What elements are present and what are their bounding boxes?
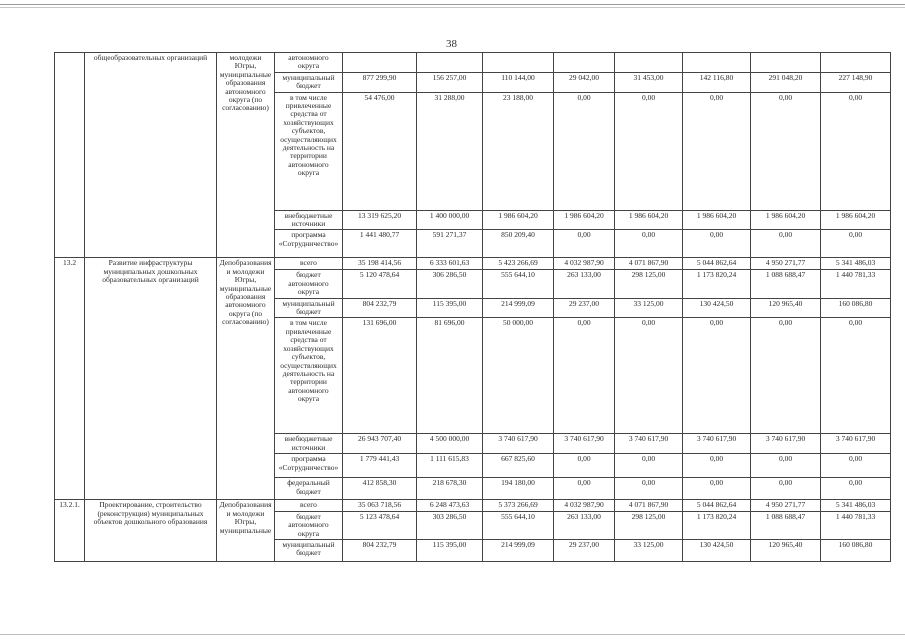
amount-cell: 130 424,50 <box>683 298 751 318</box>
amount-cell: 0,00 <box>683 230 751 258</box>
amount-cell: 0,00 <box>751 454 821 478</box>
amount-cell: 303 286,50 <box>417 511 483 539</box>
amount-cell: 4 032 987,90 <box>554 258 615 270</box>
funding-source: внебюджетные источники <box>275 434 343 454</box>
funding-source: бюджет автономного округа <box>275 511 343 539</box>
amount-cell: 0,00 <box>751 478 821 500</box>
amount-cell: 3 740 617,90 <box>554 434 615 454</box>
amount-cell: 0,00 <box>821 454 891 478</box>
amount-cell: 3 740 617,90 <box>615 434 683 454</box>
scan-top-edge <box>0 4 905 5</box>
amount-cell: 1 088 688,47 <box>751 511 821 539</box>
amount-cell: 0,00 <box>683 454 751 478</box>
amount-cell: 1 400 000,00 <box>417 210 483 230</box>
item-executor: Депобразования и молодежи Югры, муниципальные образования автономного округа (по согласованию) <box>217 258 275 500</box>
amount-cell: 1 173 820,24 <box>683 270 751 298</box>
amount-cell: 1 111 615,83 <box>417 454 483 478</box>
amount-cell: 0,00 <box>554 230 615 258</box>
amount-cell: 115 395,00 <box>417 539 483 561</box>
amount-cell: 50 000,00 <box>483 318 554 434</box>
amount-cell: 4 950 271,77 <box>751 258 821 270</box>
amount-cell: 877 299,90 <box>343 72 417 92</box>
amount-cell: 0,00 <box>615 454 683 478</box>
amount-cell: 3 740 617,90 <box>821 434 891 454</box>
amount-cell: 4 071 867,90 <box>615 258 683 270</box>
amount-cell: 120 965,40 <box>751 298 821 318</box>
amount-cell: 5 120 478,64 <box>343 270 417 298</box>
amount-cell: 0,00 <box>751 230 821 258</box>
amount-cell: 4 950 271,77 <box>751 500 821 511</box>
amount-cell: 5 123 478,64 <box>343 511 417 539</box>
amount-cell: 667 825,60 <box>483 454 554 478</box>
amount-cell: 23 188,00 <box>483 92 554 210</box>
amount-cell: 1 441 480,77 <box>343 230 417 258</box>
amount-cell: 81 696,00 <box>417 318 483 434</box>
amount-cell: 0,00 <box>683 478 751 500</box>
amount-cell: 160 086,80 <box>821 298 891 318</box>
amount-cell: 6 333 601,63 <box>417 258 483 270</box>
amount-cell: 291 048,20 <box>751 72 821 92</box>
funding-source: муниципальный бюджет <box>275 72 343 92</box>
page-number: 38 <box>446 38 457 50</box>
amount-cell: 1 986 604,20 <box>615 210 683 230</box>
amount-cell: 4 500 000,00 <box>417 434 483 454</box>
amount-cell: 4 071 867,90 <box>615 500 683 511</box>
amount-cell: 31 288,00 <box>417 92 483 210</box>
amount-cell: 5 423 266,69 <box>483 258 554 270</box>
amount-cell: 0,00 <box>615 318 683 434</box>
table-row <box>55 53 891 73</box>
amount-cell: 804 232,79 <box>343 539 417 561</box>
funding-source: всего <box>275 258 343 270</box>
amount-cell <box>483 53 554 73</box>
funding-source: в том числе привлеченные средства от хозяйствующих субъектов, осуществляющих деятельность на территории автономного округа <box>275 92 343 210</box>
amount-cell: 131 696,00 <box>343 318 417 434</box>
amount-cell <box>821 53 891 73</box>
amount-cell: 194 180,00 <box>483 478 554 500</box>
amount-cell: 850 209,40 <box>483 230 554 258</box>
amount-cell: 298 125,00 <box>615 511 683 539</box>
amount-cell: 0,00 <box>821 318 891 434</box>
amount-cell: 115 395,00 <box>417 298 483 318</box>
scan-top-edge-shadow <box>0 7 905 8</box>
amount-cell: 13 319 625,20 <box>343 210 417 230</box>
amount-cell: 555 644,10 <box>483 511 554 539</box>
amount-cell: 263 133,00 <box>554 270 615 298</box>
funding-source: всего <box>275 500 343 511</box>
amount-cell: 5 373 266,69 <box>483 500 554 511</box>
amount-cell: 29 237,00 <box>554 298 615 318</box>
amount-cell: 26 943 707,40 <box>343 434 417 454</box>
amount-cell: 1 986 604,20 <box>554 210 615 230</box>
amount-cell: 110 144,00 <box>483 72 554 92</box>
amount-cell: 0,00 <box>821 230 891 258</box>
item-name: общеобразовательных организаций <box>85 53 217 258</box>
amount-cell <box>343 53 417 73</box>
funding-source: муниципальный бюджет <box>275 298 343 318</box>
amount-cell: 412 858,30 <box>343 478 417 500</box>
amount-cell: 1 986 604,20 <box>483 210 554 230</box>
amount-cell: 0,00 <box>751 92 821 210</box>
funding-source: в том числе привлеченные средства от хозяйствующих субъектов, осуществляющих деятельность на территории автономного округа <box>275 318 343 434</box>
table-row <box>55 500 891 511</box>
amount-cell: 6 248 473,63 <box>417 500 483 511</box>
item-number <box>55 53 85 258</box>
item-number: 13.2 <box>55 258 85 500</box>
funding-source: муниципальный бюджет <box>275 539 343 561</box>
amount-cell: 218 678,30 <box>417 478 483 500</box>
funding-source: программа «Сотрудничество» <box>275 454 343 478</box>
amount-cell: 0,00 <box>615 230 683 258</box>
amount-cell: 29 042,00 <box>554 72 615 92</box>
amount-cell: 1 173 820,24 <box>683 511 751 539</box>
funding-source: программа «Сотрудничество» <box>275 230 343 258</box>
amount-cell: 35 198 414,56 <box>343 258 417 270</box>
amount-cell: 5 044 862,64 <box>683 500 751 511</box>
amount-cell: 306 286,50 <box>417 270 483 298</box>
table-row <box>55 258 891 270</box>
amount-cell: 1 986 604,20 <box>821 210 891 230</box>
amount-cell: 35 063 718,56 <box>343 500 417 511</box>
amount-cell: 0,00 <box>615 92 683 210</box>
amount-cell: 1 779 441,43 <box>343 454 417 478</box>
amount-cell: 142 116,80 <box>683 72 751 92</box>
amount-cell: 5 044 862,64 <box>683 258 751 270</box>
item-name: Проектирование, строительство (реконструкция) муниципальных объектов дошкольного образования <box>85 500 217 562</box>
funding-source: федеральный бюджет <box>275 478 343 500</box>
amount-cell: 54 476,00 <box>343 92 417 210</box>
amount-cell <box>417 53 483 73</box>
item-number: 13.2.1. <box>55 500 85 562</box>
amount-cell <box>683 53 751 73</box>
amount-cell: 3 740 617,90 <box>483 434 554 454</box>
amount-cell: 1 440 781,33 <box>821 270 891 298</box>
funding-source: бюджет автономного округа <box>275 270 343 298</box>
amount-cell: 214 999,09 <box>483 539 554 561</box>
amount-cell: 31 453,00 <box>615 72 683 92</box>
amount-cell: 804 232,79 <box>343 298 417 318</box>
amount-cell: 130 424,50 <box>683 539 751 561</box>
amount-cell: 227 148,90 <box>821 72 891 92</box>
amount-cell: 1 986 604,20 <box>751 210 821 230</box>
amount-cell: 0,00 <box>821 92 891 210</box>
amount-cell: 0,00 <box>683 318 751 434</box>
amount-cell: 0,00 <box>554 92 615 210</box>
amount-cell: 591 271,37 <box>417 230 483 258</box>
amount-cell: 263 133,00 <box>554 511 615 539</box>
funding-source: автономного округа <box>275 53 343 73</box>
amount-cell: 0,00 <box>615 478 683 500</box>
amount-cell: 0,00 <box>554 478 615 500</box>
amount-cell: 1 986 604,20 <box>683 210 751 230</box>
amount-cell: 3 740 617,90 <box>683 434 751 454</box>
amount-cell <box>554 53 615 73</box>
amount-cell: 3 740 617,90 <box>751 434 821 454</box>
amount-cell: 214 999,09 <box>483 298 554 318</box>
amount-cell: 0,00 <box>554 454 615 478</box>
amount-cell: 0,00 <box>683 92 751 210</box>
amount-cell: 555 644,10 <box>483 270 554 298</box>
amount-cell: 0,00 <box>821 478 891 500</box>
amount-cell: 0,00 <box>751 318 821 434</box>
amount-cell: 5 341 486,03 <box>821 258 891 270</box>
amount-cell: 160 086,80 <box>821 539 891 561</box>
amount-cell: 1 088 688,47 <box>751 270 821 298</box>
amount-cell: 33 125,00 <box>615 298 683 318</box>
budget-table-body <box>55 53 891 562</box>
amount-cell: 156 257,00 <box>417 72 483 92</box>
item-name: Развитие инфраструктуры муниципальных дошкольных образовательных организаций <box>85 258 217 500</box>
amount-cell: 298 125,00 <box>615 270 683 298</box>
amount-cell: 33 125,00 <box>615 539 683 561</box>
scan-bottom-edge <box>0 634 905 635</box>
amount-cell <box>615 53 683 73</box>
amount-cell <box>751 53 821 73</box>
amount-cell: 29 237,00 <box>554 539 615 561</box>
amount-cell: 120 965,40 <box>751 539 821 561</box>
amount-cell: 4 032 987,90 <box>554 500 615 511</box>
item-executor: Депобразования и молодежи Югры, муниципальные <box>217 500 275 562</box>
budget-table <box>54 52 891 562</box>
amount-cell: 1 440 781,33 <box>821 511 891 539</box>
amount-cell: 0,00 <box>554 318 615 434</box>
funding-source: внебюджетные источники <box>275 210 343 230</box>
amount-cell: 5 341 486,03 <box>821 500 891 511</box>
item-executor: молодежи Югры, муниципальные образования автономного округа (по согласованию) <box>217 53 275 258</box>
